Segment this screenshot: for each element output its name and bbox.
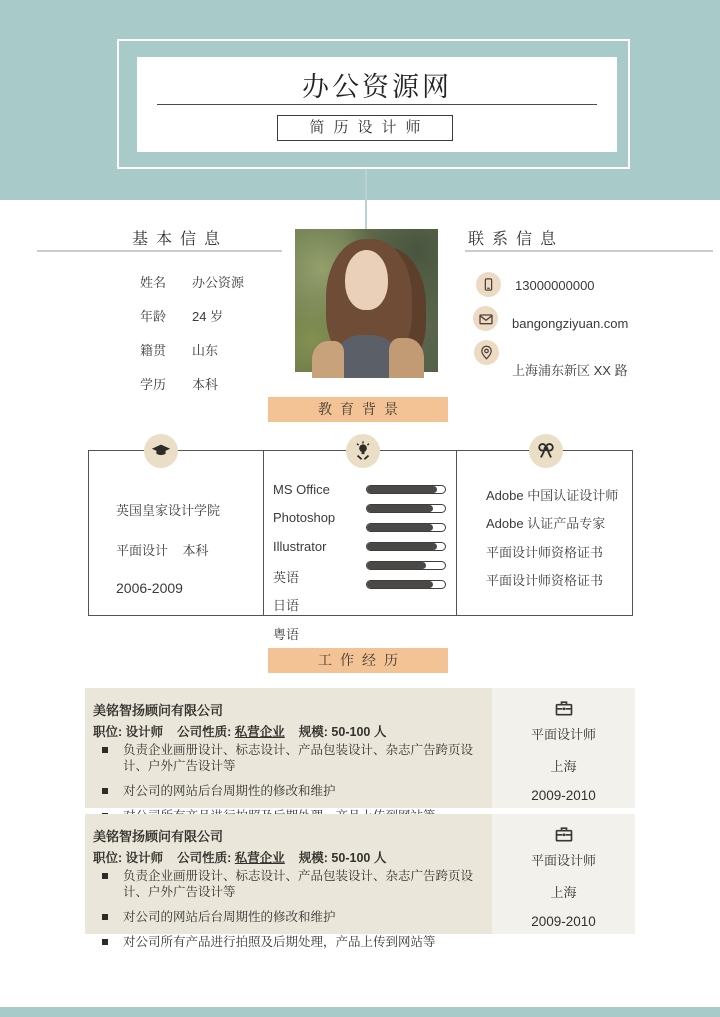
- certificate-item: 平面设计师资格证书: [486, 573, 604, 588]
- basic-info-label: 年龄: [140, 309, 167, 324]
- basic-info-title: 基本信息: [132, 231, 229, 248]
- briefcase-icon: [492, 698, 635, 718]
- job-bullet: 对公司的网站后台周期性的修改和维护: [93, 909, 488, 925]
- graduation-cap-icon: [144, 434, 178, 468]
- photo-coat-right: [389, 338, 423, 378]
- photo-coat-left: [312, 341, 343, 378]
- job-bullet: 对公司所有产品进行拍照及后期处理，产品上传到网站等: [93, 934, 488, 950]
- mail-icon: [473, 306, 498, 331]
- company-type-label: 公司性质:: [177, 725, 235, 739]
- title-divider: [157, 104, 597, 105]
- company-scale: 规模: 50-100 人: [298, 725, 387, 739]
- skill-bar: [366, 485, 446, 494]
- work-entry-side: [492, 688, 635, 808]
- header-band: [0, 0, 720, 200]
- job-meta: [93, 722, 400, 740]
- skill-bar-fill: [367, 581, 433, 588]
- photo-sweater: [338, 335, 395, 378]
- work-entry: [85, 688, 635, 808]
- skill-bar-fill: [367, 505, 433, 512]
- contact-info-underline: [465, 250, 713, 252]
- skill-bar-fill: [367, 562, 426, 569]
- basic-info-value: 山东: [192, 343, 219, 358]
- basic-info-value: 本科: [192, 377, 219, 392]
- certificate-item: 平面设计师资格证书: [486, 545, 604, 560]
- skill-bar: [366, 523, 446, 532]
- briefcase-icon: [492, 824, 635, 844]
- education-box: [88, 450, 633, 642]
- basic-info-underline: [37, 250, 282, 252]
- side-city: 上海: [550, 885, 577, 900]
- school-major: 平面设计 本科: [116, 543, 209, 558]
- address: 上海浦东新区 XX 路: [512, 363, 628, 378]
- job-bullet: 负责企业画册设计、标志设计、产品包装设计、杂志广告跨页设计、户外广告设计等: [93, 742, 488, 774]
- education-banner: 教育背景: [268, 397, 448, 422]
- skill-label: 英语: [273, 570, 300, 585]
- skill-bar-fill: [367, 543, 437, 550]
- company-type-value: 私营企业: [234, 851, 285, 865]
- certificate-item: Adobe 中国认证设计师: [486, 488, 619, 503]
- side-position: 平面设计师: [530, 853, 596, 868]
- footer-band: [0, 1007, 720, 1017]
- side-period: 2009-2010: [531, 788, 596, 803]
- basic-info-value: 24 岁: [192, 309, 224, 324]
- skill-label: Photoshop: [273, 510, 336, 525]
- certificate-item: Adobe 认证产品专家: [486, 516, 606, 531]
- skill-label: Illustrator: [273, 539, 327, 554]
- basic-info-label: 学历: [140, 377, 167, 392]
- award-ribbon-icon: [529, 434, 563, 468]
- job-bullets: [93, 868, 488, 959]
- header-titlebox: [137, 57, 617, 152]
- phone-icon: [476, 272, 501, 297]
- skill-bar: [366, 504, 446, 513]
- school-period: 2006-2009: [116, 580, 183, 596]
- site-title: 办公资源网: [302, 72, 452, 102]
- skill-bar: [366, 580, 446, 589]
- work-entry: [85, 814, 635, 949]
- side-city: 上海: [550, 759, 577, 774]
- skill-label: MS Office: [273, 482, 330, 497]
- basic-info-label: 姓名: [140, 275, 167, 290]
- job-bullet: 对公司的网站后台周期性的修改和维护: [93, 783, 488, 799]
- photo-face: [345, 250, 388, 310]
- skill-bar: [366, 542, 446, 551]
- education-divider-1: [263, 451, 264, 615]
- company-type-value: 私营企业: [234, 725, 285, 739]
- profile-photo: [295, 229, 438, 372]
- side-period: 2009-2010: [531, 914, 596, 929]
- job-title: 职位: 设计师: [93, 725, 164, 739]
- contact-info-title: 联系信息: [468, 231, 565, 248]
- company-name: 美铭智扬顾问有限公司: [93, 703, 224, 718]
- job-title: 职位: 设计师: [93, 851, 164, 865]
- basic-info-value: 办公资源: [192, 275, 245, 290]
- job-bullet: 负责企业画册设计、标志设计、产品包装设计、杂志广告跨页设计、户外广告设计等: [93, 868, 488, 900]
- basic-info-label: 籍贯: [140, 343, 167, 358]
- skill-label: 日语: [273, 598, 300, 613]
- idea-bulb-icon: [346, 434, 380, 468]
- job-meta: [93, 848, 400, 866]
- location-icon: [474, 340, 499, 365]
- phone-number: 13000000000: [515, 278, 595, 293]
- skill-label: 粤语: [273, 627, 300, 642]
- side-position: 平面设计师: [530, 727, 596, 742]
- email-address: bangongziyuan.com: [512, 316, 629, 331]
- skill-bar-fill: [367, 524, 433, 531]
- subtitle-text: 简历设计师: [309, 119, 430, 136]
- work-entry-side: [492, 814, 635, 934]
- subtitle-box: [277, 115, 453, 141]
- company-type-label: 公司性质:: [177, 851, 235, 865]
- company-name: 美铭智扬顾问有限公司: [93, 829, 224, 844]
- company-scale: 规模: 50-100 人: [298, 851, 387, 865]
- education-divider-2: [456, 451, 457, 615]
- work-banner: 工作经历: [268, 648, 448, 673]
- connector-line: [365, 169, 367, 231]
- skill-bar: [366, 561, 446, 570]
- school-name: 英国皇家设计学院: [116, 503, 221, 518]
- skill-bar-fill: [367, 486, 437, 493]
